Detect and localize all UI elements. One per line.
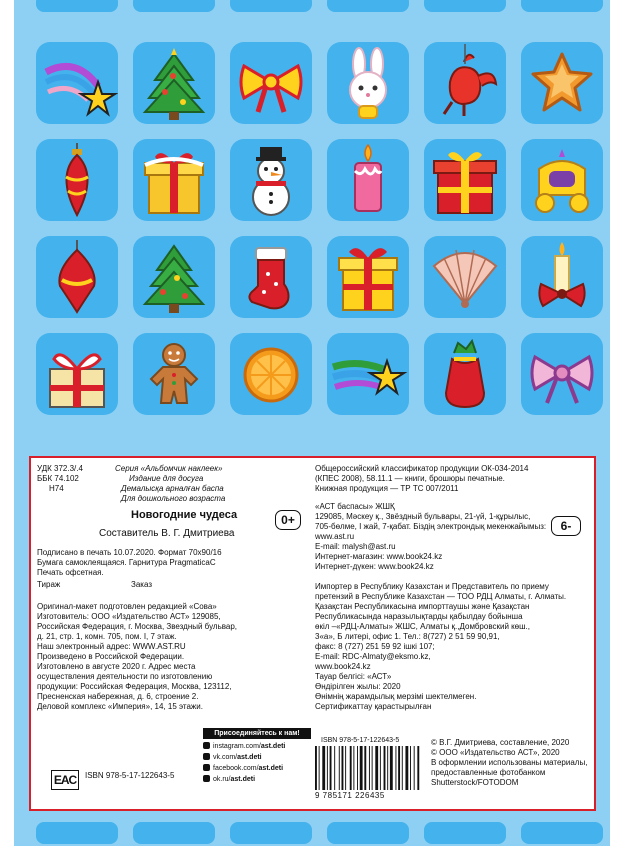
tile-strip-bottom xyxy=(230,822,312,844)
tirazh-label: Тираж xyxy=(37,580,61,589)
barcode xyxy=(313,746,425,790)
facebook-icon xyxy=(203,764,210,771)
manufacturer-line: продукции: Российская Федерация, Москва, 123112, xyxy=(37,682,232,691)
kz-publisher-line: E-mail: malysh@ast.ru xyxy=(315,542,396,551)
sticker-tile-bunny xyxy=(327,42,409,124)
barcode-bar xyxy=(384,746,386,790)
barcode-bar xyxy=(322,746,325,790)
ornament-red-long-icon xyxy=(36,139,118,221)
christmas-tree-2-icon xyxy=(133,236,215,318)
social-link-ok[interactable] xyxy=(203,775,255,784)
manufacturer-line: д. 21, стр. 1, комн. 705, пом. I, 7 этаж. xyxy=(37,632,177,641)
tile-strip-top xyxy=(521,0,603,12)
barcode-bar xyxy=(327,746,328,790)
rainbow-star-icon xyxy=(327,333,409,415)
manufacturer-line: Изготовитель: ООО «Издательство АСТ» 129085, xyxy=(37,612,221,621)
vk-icon xyxy=(203,753,210,760)
sticker-tile-gift-cream xyxy=(36,333,118,415)
gingerbread-man-icon xyxy=(133,333,215,415)
sticker-tile-snowman xyxy=(230,139,312,221)
join-us-banner: Присоединяйтесь к нам! xyxy=(203,728,311,739)
importer-line: өкіл –«РДЦ-Алматы» ЖШС, Алматы қ.,Домбровский көш., xyxy=(315,622,530,631)
barcode-bar xyxy=(330,746,332,790)
importer-line: Өндірілген жылы: 2020 xyxy=(315,682,401,691)
barcode-bar xyxy=(417,746,419,790)
barcode-bar xyxy=(345,746,346,790)
christmas-tree-icon xyxy=(133,42,215,124)
social-handle: ast.deti xyxy=(237,754,262,761)
red-sack-icon xyxy=(424,333,506,415)
series-line: Серия «Альбомчик наклеек» xyxy=(115,464,223,473)
barcode-bar xyxy=(405,746,408,790)
barcode-bar xyxy=(372,746,373,790)
importer-line: 3«а», Б литері, офис 1. Тел.: 8(727) 2 51 59 90,91, xyxy=(315,632,500,641)
social-link-facebook[interactable] xyxy=(203,764,283,773)
age-rating-badge-kz: 6- xyxy=(551,516,581,536)
sticker-tile-orange-slice xyxy=(230,333,312,415)
kz-publisher-line: www.ast.ru xyxy=(315,532,355,541)
barcode-bar xyxy=(380,746,381,790)
sticker-tile-star-cookie xyxy=(521,42,603,124)
snowman-icon xyxy=(230,139,312,221)
barcode-bar xyxy=(390,746,393,790)
sticker-tile-christmas-tree-2 xyxy=(133,236,215,318)
kz-publisher-line: Интернет-магазин: www.book24.kz xyxy=(315,552,443,561)
tile-strip-top xyxy=(36,0,118,12)
copyright-line: © В.Г. Дмитриева, составление, 2020 xyxy=(431,738,570,747)
tile-strip-bottom xyxy=(521,822,603,844)
isbn-barcode-label: ISBN 978-5-17-122643-5 xyxy=(321,737,400,744)
sticker-tile-candle-pink xyxy=(327,139,409,221)
sticker-tile-gift-yellow xyxy=(133,139,215,221)
copyright-line: В оформлении использованы материалы, xyxy=(431,758,588,767)
manufacturer-line: Оригинал-макет подготовлен редакцией «Сова» xyxy=(37,602,217,611)
sticker-tile-fan xyxy=(424,236,506,318)
sticker-tile-ornament-onion xyxy=(36,236,118,318)
tile-strip-bottom xyxy=(36,822,118,844)
importer-line: Республикасында наразылықтарды қабылдау бойынша xyxy=(315,612,523,621)
zakaz-label: Заказ xyxy=(131,580,152,589)
eac-mark: EAC xyxy=(51,770,79,790)
importer-line: Сертификаттау қарастырылған xyxy=(315,702,432,711)
sticker-tile-gift-yellow-red xyxy=(327,236,409,318)
orange-slice-icon xyxy=(230,333,312,415)
isbn-left: ISBN 978-5-17-122643-5 xyxy=(85,771,175,780)
kz-publisher-line: «АСТ баспасы» ЖШҚ xyxy=(315,502,395,511)
bunny-icon xyxy=(327,42,409,124)
gift-cream-icon xyxy=(36,333,118,415)
sticker-tile-carriage xyxy=(521,139,603,221)
ornament-onion-icon xyxy=(36,236,118,318)
rooster-icon xyxy=(424,42,506,124)
barcode-bar xyxy=(395,746,396,790)
udk-line: УДК 372.3/.4 xyxy=(37,464,83,473)
social-link-vk[interactable] xyxy=(203,753,262,762)
print-info-line: Подписано в печать 10.07.2020. Формат 70x90/16 xyxy=(37,548,222,557)
sticker-tile-stocking xyxy=(230,236,312,318)
barcode-bar xyxy=(360,746,363,790)
barcode-bar xyxy=(375,746,378,790)
kz-publisher-line: 129085, Мәскеу қ., Звёздный бульвары, 21-үй, 1-құрылыс, xyxy=(315,512,531,521)
tile-strip-bottom xyxy=(327,822,409,844)
importer-line: претензий в Республике Казахстан — ТОО РДЦ Алматы, г. Алматы. xyxy=(315,592,567,601)
okp-line: (КПЕС 2008), 58.11.1 — книги, брошюры печатные. xyxy=(315,474,505,483)
candle-pink-icon xyxy=(327,139,409,221)
importer-line: Тауар белгісі: «АСТ» xyxy=(315,672,392,681)
sticker-tile-christmas-tree xyxy=(133,42,215,124)
star-cookie-icon xyxy=(521,42,603,124)
sticker-tile-rooster xyxy=(424,42,506,124)
gift-yellow-icon xyxy=(133,139,215,221)
instagram-icon xyxy=(203,742,210,749)
bow-pink-icon xyxy=(521,333,603,415)
barcode-digits: 9 785171 226435 xyxy=(315,791,385,800)
tile-strip-top xyxy=(133,0,215,12)
tile-strip-bottom xyxy=(133,822,215,844)
importer-line: Импортер в Республику Казахстан и Представитель по приему xyxy=(315,582,549,591)
sticker-tile-gift-red xyxy=(424,139,506,221)
candle-bow-icon xyxy=(521,236,603,318)
fan-icon xyxy=(424,236,506,318)
bow-yellow-icon xyxy=(230,42,312,124)
author-mark: Н74 xyxy=(49,484,64,493)
importer-line: www.book24.kz xyxy=(315,662,371,671)
back-cover xyxy=(14,0,610,846)
barcode-bar xyxy=(315,746,317,790)
social-domain: ok.ru/ xyxy=(213,776,231,783)
tile-strip-bottom xyxy=(424,822,506,844)
social-link-instagram[interactable] xyxy=(203,742,285,751)
social-domain: facebook.com/ xyxy=(213,765,259,772)
barcode-bar xyxy=(364,746,366,790)
tile-strip-top xyxy=(327,0,409,12)
barcode-bar xyxy=(402,746,403,790)
sticker-tile-shooting-star xyxy=(36,42,118,124)
tile-strip-top xyxy=(230,0,312,12)
barcode-bar xyxy=(353,746,354,790)
sticker-tile-rainbow-star xyxy=(327,333,409,415)
barcode-bar xyxy=(357,746,358,790)
barcode-bar xyxy=(398,746,400,790)
social-handle: ast.deti xyxy=(230,776,256,783)
kz-publisher-line: 705-бөлме, I жай, 7-қабат. Біздің электрондық мекенжайымыз: xyxy=(315,522,547,531)
copyright-line: предоставленные фотобанком xyxy=(431,768,546,777)
barcode-bar xyxy=(410,746,411,790)
importer-line: факс: 8 (727) 251 59 92 ішкі 107; xyxy=(315,642,435,651)
importer-line: Қазақстан Республикасына импорттаушы және Қазақстан xyxy=(315,602,530,611)
copyright-line: © ООО «Издательство АСТ», 2020 xyxy=(431,748,560,757)
shooting-star-icon xyxy=(36,42,118,124)
gift-red-icon xyxy=(424,139,506,221)
print-info-line: Печать офсетная. xyxy=(37,568,104,577)
sticker-tile-red-sack xyxy=(424,333,506,415)
importer-line: E-mail: RDC-Almaty@eksmo.kz, xyxy=(315,652,431,661)
okp-line: Книжная продукция — ТР ТС 007/2011 xyxy=(315,484,459,493)
series-line: Издание для досуга xyxy=(129,474,204,483)
copyright-line: Shutterstock/FOTODOM xyxy=(431,778,519,787)
sticker-tile-ornament-red-long xyxy=(36,139,118,221)
bbk-line: ББК 74.102 xyxy=(37,474,79,483)
stocking-icon xyxy=(230,236,312,318)
imprint-panel xyxy=(29,456,596,811)
gift-yellow-red-icon xyxy=(327,236,409,318)
manufacturer-line: Российская Федерация, г. Москва, Звездный бульвар, xyxy=(37,622,238,631)
barcode-bar xyxy=(414,746,415,790)
tile-strip-top xyxy=(424,0,506,12)
manufacturer-line: Произведено в Российской Федерации. xyxy=(37,652,185,661)
importer-line: Өнімнің жарамдылық мерзімі шектелмеген. xyxy=(315,692,477,701)
social-domain: vk.com/ xyxy=(213,754,238,761)
sticker-tile-bow-yellow xyxy=(230,42,312,124)
print-info-line: Бумага самоклеящаяся. Гарнитура PragmaticaC xyxy=(37,558,216,567)
kz-publisher-line: Интернет-дүкен: www.book24.kz xyxy=(315,562,434,571)
manufacturer-line: Изготовлено в августе 2020 г. Адрес места xyxy=(37,662,196,671)
social-handle: ast.deti xyxy=(260,743,286,750)
social-handle: ast.deti xyxy=(258,765,284,772)
barcode-bar xyxy=(339,746,340,790)
carriage-icon xyxy=(521,139,603,221)
okp-line: Общероссийский классификатор продукции ОК-034-2014 xyxy=(315,464,529,473)
sticker-tile-bow-pink xyxy=(521,333,603,415)
age-rating-badge: 0+ xyxy=(275,510,301,530)
barcode-bar xyxy=(319,746,320,790)
manufacturer-line: осуществления деятельности по изготовлению xyxy=(37,672,213,681)
social-domain: instagram.com/ xyxy=(213,743,261,750)
barcode-bar xyxy=(350,746,352,790)
manufacturer-line: Деловой комплекс «Империя», 14, 15 этажи. xyxy=(37,702,203,711)
series-line: Для дошкольного возраста xyxy=(121,494,226,503)
sticker-tile-gingerbread-man xyxy=(133,333,215,415)
manufacturer-line: Пресненская набережная, д. 6, строение 2. xyxy=(37,692,199,701)
barcode-bar xyxy=(369,746,370,790)
compiler-line: Составитель В. Г. Дмитриева xyxy=(99,528,235,539)
barcode-bar xyxy=(387,746,388,790)
sticker-tile-candle-bow xyxy=(521,236,603,318)
barcode-bar xyxy=(342,746,344,790)
manufacturer-line: Наш электронный адрес: WWW.AST.RU xyxy=(37,642,186,651)
series-line: Демалысқа арналған баспа xyxy=(121,484,224,493)
ok-icon xyxy=(203,775,210,782)
book-title: Новогодние чудеса xyxy=(131,509,238,521)
barcode-bar xyxy=(334,746,335,790)
